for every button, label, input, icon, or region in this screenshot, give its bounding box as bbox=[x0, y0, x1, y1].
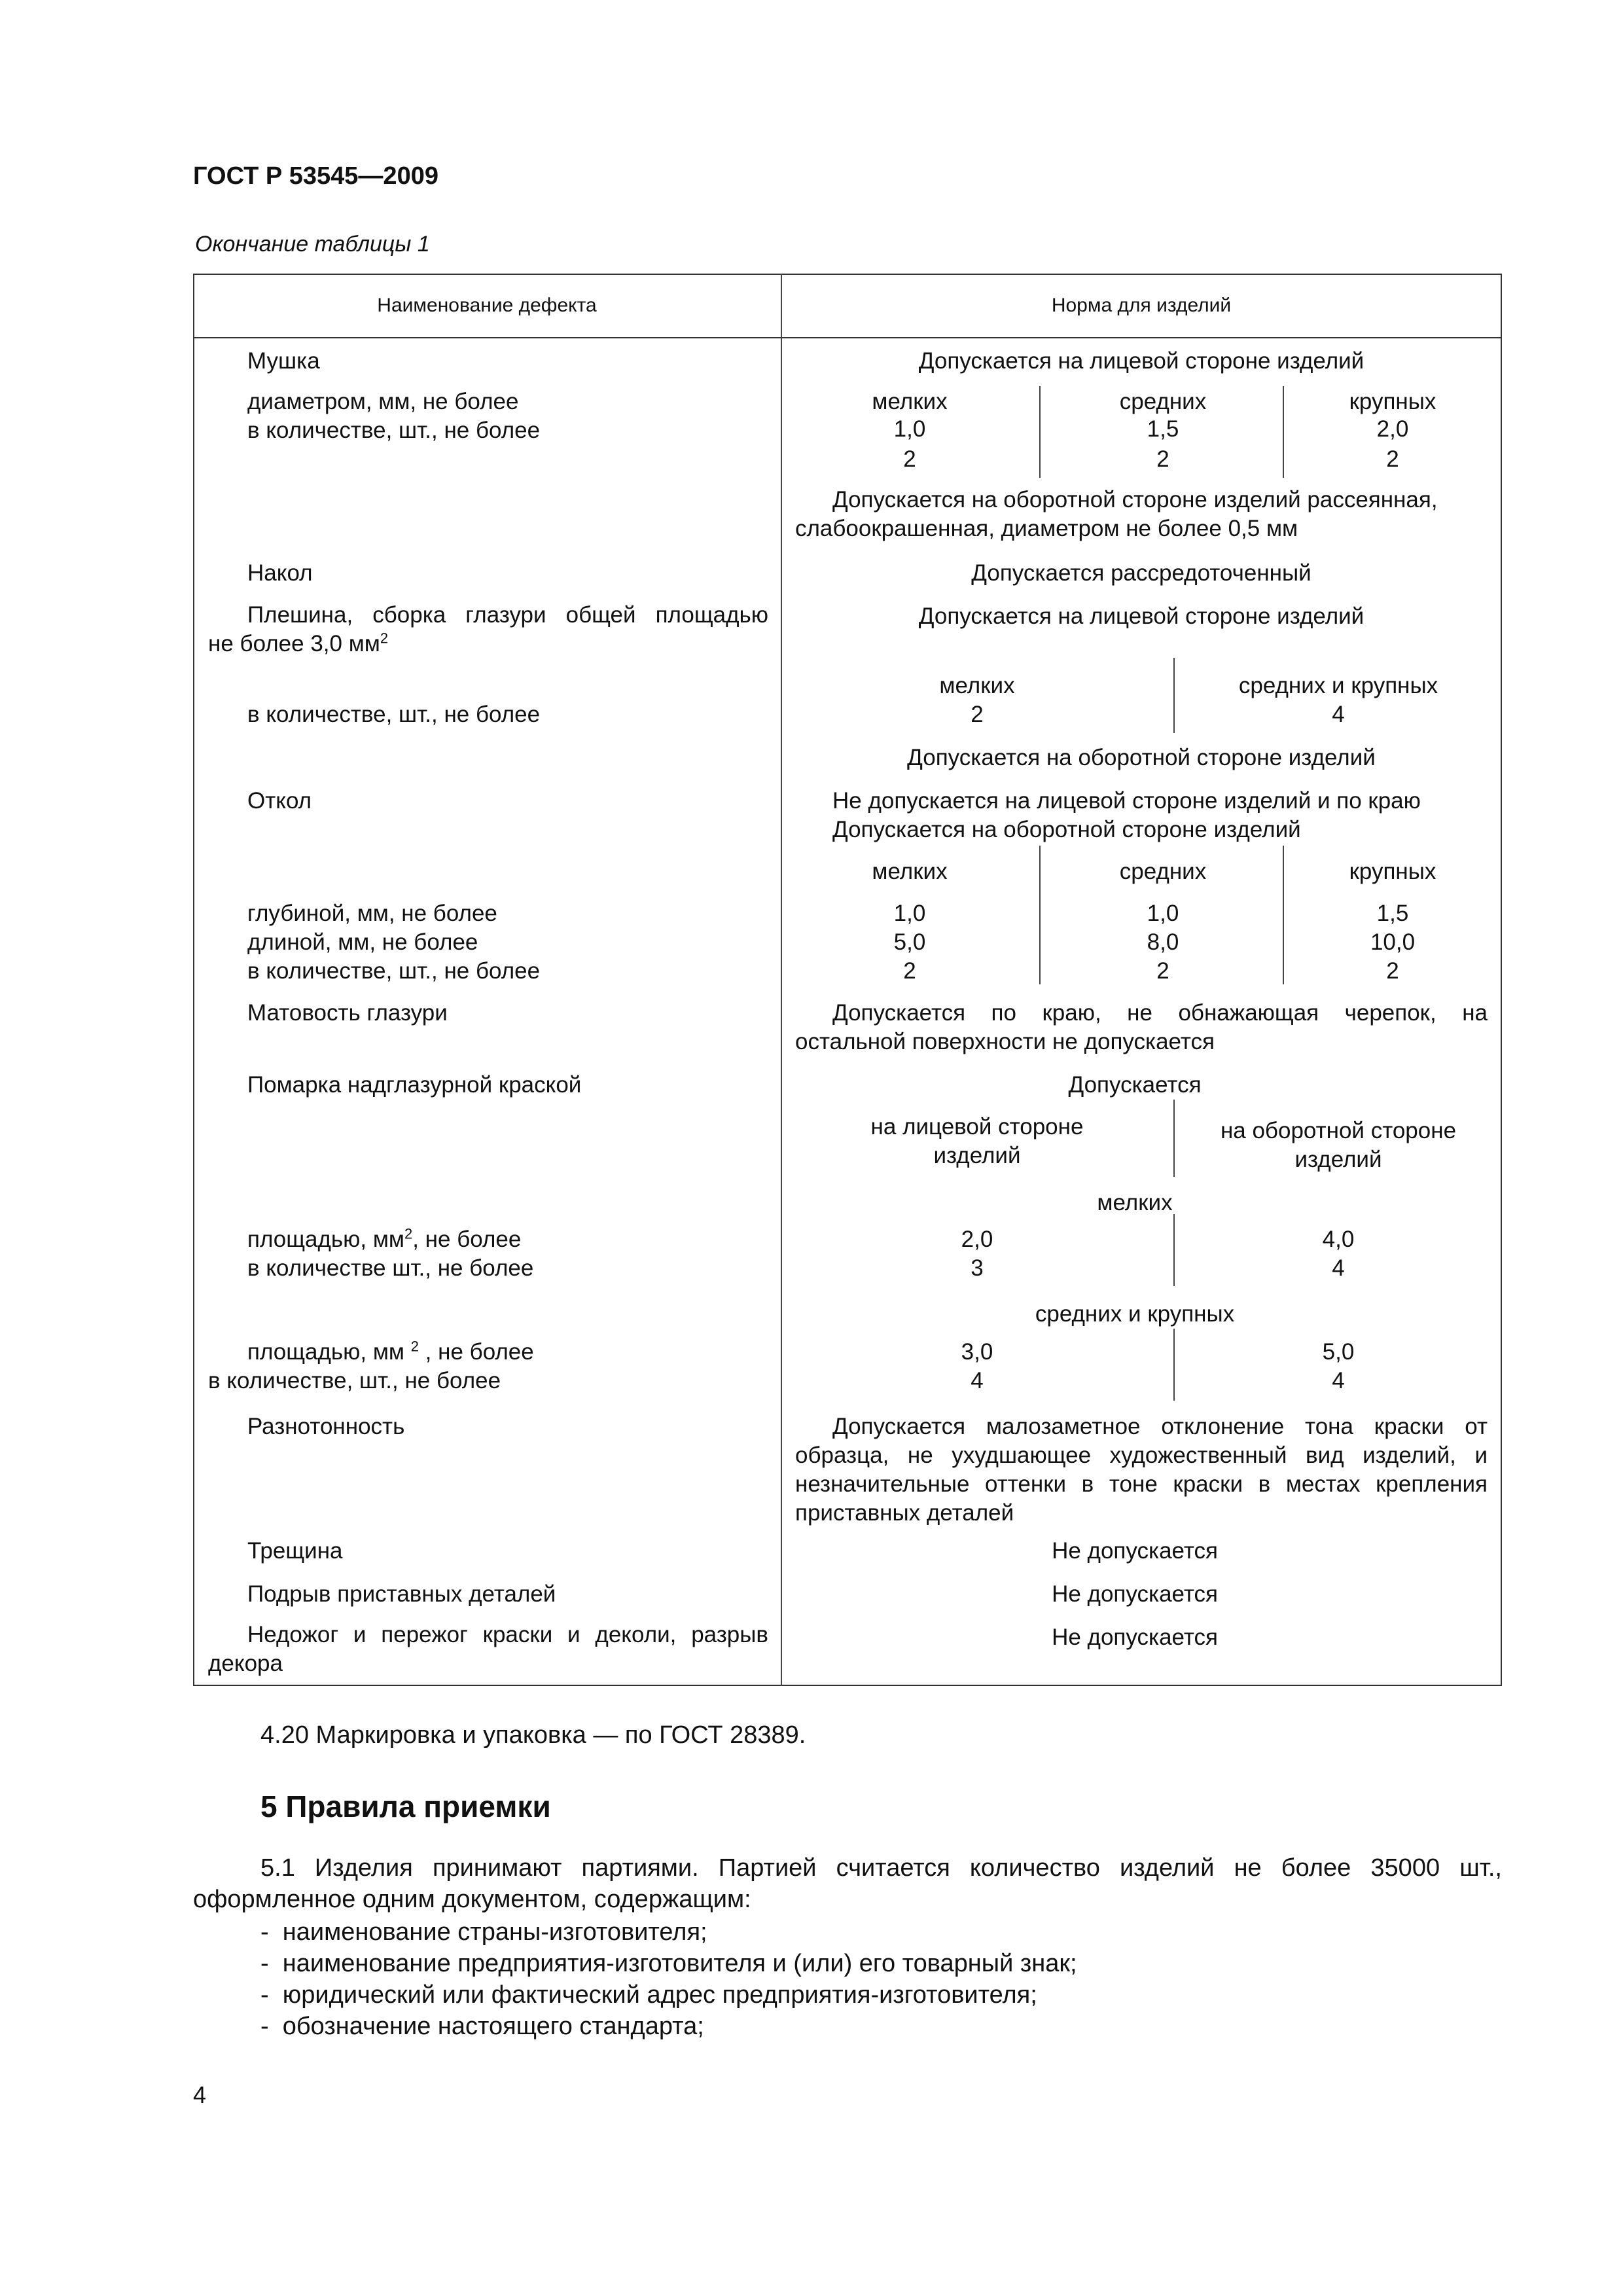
subcolumn-divider bbox=[1173, 1329, 1175, 1401]
subcolumn-divider bbox=[1283, 386, 1284, 478]
mushka-diam-medium: 1,5 bbox=[1147, 416, 1179, 442]
size-medium-large: средних и крупных bbox=[1238, 673, 1438, 698]
otkol-depth-small: 1,0 bbox=[893, 901, 926, 926]
pomarka-back-line1: на оборотной стороне bbox=[1220, 1118, 1457, 1143]
norm-mushka: Допускается на лицевой стороне изделий bbox=[918, 348, 1364, 374]
bullet-dash: - bbox=[260, 1950, 269, 1977]
norm-nedozhog: Не допускается bbox=[1052, 1624, 1218, 1650]
norm-nakol: Допускается рассредоточенный bbox=[971, 560, 1311, 586]
size-small: мелких bbox=[1097, 1190, 1173, 1215]
subcolumn-divider bbox=[1173, 1100, 1175, 1177]
label-pleshina-count: в количестве, шт., не более bbox=[247, 702, 541, 727]
subcolumn-divider bbox=[1039, 386, 1041, 478]
pleshina-count-small: 2 bbox=[971, 702, 984, 727]
pomarka-small-count-front: 3 bbox=[971, 1255, 984, 1281]
mushka-diam-small: 1,0 bbox=[893, 416, 926, 442]
norm-raznotonnost-line1: Допускается малозаметное отклонение тона краски от bbox=[832, 1414, 1488, 1439]
pomarka-large-count-front: 4 bbox=[971, 1368, 984, 1393]
otkol-length-large: 10,0 bbox=[1370, 929, 1416, 955]
norm-pomarka: Допускается bbox=[1068, 1072, 1202, 1098]
norm-pleshina: Допускается на лицевой стороне изделий bbox=[918, 603, 1364, 629]
label-mushka-diameter: диаметром, мм, не более bbox=[247, 389, 519, 414]
size-small: мелких bbox=[939, 673, 1015, 698]
norm-raznotonnost-line4: приставных деталей bbox=[795, 1500, 1014, 1526]
column-header-defect: Наименование дефекта bbox=[377, 295, 597, 316]
otkol-length-medium: 8,0 bbox=[1147, 929, 1179, 955]
pomarka-area-label-sup: 2 bbox=[404, 1225, 413, 1242]
otkol-depth-medium: 1,0 bbox=[1147, 901, 1179, 926]
label-pomarka-area-2 bbox=[247, 1338, 534, 1367]
pomarka-area-label-suffix: , не более bbox=[412, 1227, 522, 1252]
pomarka-back-line2: изделий bbox=[1294, 1147, 1382, 1172]
table-header-divider bbox=[193, 337, 1502, 338]
pomarka-small-area-front: 2,0 bbox=[961, 1227, 993, 1252]
label-mushka-count: в количестве, шт., не более bbox=[247, 418, 541, 443]
subcolumn-divider bbox=[1039, 846, 1041, 984]
paragraph-4-20: 4.20 Маркировка и упаковка — по ГОСТ 28389. bbox=[260, 1721, 806, 1749]
list-item bbox=[260, 1916, 707, 1948]
document-header: ГОСТ Р 53545—2009 bbox=[193, 162, 438, 190]
norm-otkol-line2: Допускается на оборотной стороне изделий bbox=[832, 817, 1301, 842]
size-small: мелких bbox=[872, 389, 948, 414]
pomarka-large-area-back: 5,0 bbox=[1322, 1339, 1355, 1365]
list-item bbox=[260, 2011, 704, 2042]
bullet-dash: - bbox=[260, 1918, 269, 1946]
otkol-count-large: 2 bbox=[1386, 958, 1399, 984]
otkol-count-medium: 2 bbox=[1156, 958, 1169, 984]
size-medium: средних bbox=[1119, 389, 1207, 414]
size-large: крупных bbox=[1349, 859, 1436, 884]
label-pomarka-area bbox=[247, 1225, 521, 1254]
subcolumn-divider bbox=[1173, 658, 1175, 733]
norm-raznotonnost-line2: образца, не ухудшающее художественный вид изделий, и bbox=[795, 1443, 1488, 1468]
subcolumn-divider bbox=[1173, 1214, 1175, 1286]
label-otkol-count: в количестве, шт., не более bbox=[247, 958, 541, 984]
pomarka-front-line2: изделий bbox=[933, 1143, 1021, 1168]
label-otkol-length: длиной, мм, не более bbox=[247, 929, 478, 955]
list-item-text: наименование страны-изготовителя; bbox=[282, 1918, 707, 1946]
subcolumn-divider bbox=[1283, 846, 1284, 984]
pomarka-small-count-back: 4 bbox=[1332, 1255, 1345, 1281]
pomarka-large-count-back: 4 bbox=[1332, 1368, 1345, 1393]
table-column-divider bbox=[781, 274, 782, 1686]
label-pomarka-count-large: в количестве, шт., не более bbox=[208, 1368, 501, 1393]
defect-name-pleshina-line2 bbox=[208, 630, 388, 658]
defect-name-raznotonnost: Разнотонность bbox=[247, 1414, 405, 1439]
norm-otkol-line1: Не допускается на лицевой стороне изделий и по краю bbox=[832, 788, 1421, 814]
pleshina-reverse-note: Допускается на оборотной стороне изделий bbox=[907, 745, 1376, 770]
list-item-text: юридический или фактический адрес предприятия-изготовителя; bbox=[282, 1981, 1037, 2009]
table-caption: Окончание таблицы 1 bbox=[195, 232, 430, 257]
pleshina-area-sup: 2 bbox=[380, 630, 389, 647]
norm-matovost-line1: Допускается по краю, не обнажающая черепок, на bbox=[832, 1000, 1488, 1026]
mushka-count-large: 2 bbox=[1386, 446, 1399, 472]
defect-name-matovost: Матовость глазури bbox=[247, 1000, 448, 1026]
pleshina-area-text: не более 3,0 мм bbox=[208, 631, 380, 656]
bullet-dash: - bbox=[260, 2013, 269, 2040]
otkol-count-small: 2 bbox=[903, 958, 916, 984]
norm-matovost-line2: остальной поверхности не допускается bbox=[795, 1029, 1215, 1054]
defect-name-nedozhog-line2: декора bbox=[208, 1651, 283, 1676]
size-large: крупных bbox=[1349, 389, 1436, 414]
defect-name-nedozhog-line1: Недожог и пережог краски и деколи, разрыв bbox=[247, 1622, 768, 1647]
defect-name-nakol: Накол bbox=[247, 560, 313, 586]
list-item bbox=[260, 1979, 1037, 2011]
norm-raznotonnost-line3: незначительные оттенки в тоне краски в местах крепления bbox=[795, 1471, 1488, 1497]
page-number: 4 bbox=[193, 2081, 207, 2108]
pleshina-count-medium-large: 4 bbox=[1332, 702, 1345, 727]
mushka-reverse-note-line2: слабоокрашенная, диаметром не более 0,5 мм bbox=[795, 516, 1298, 541]
defect-name-pleshina-line1: Плешина, сборка глазури общей площадью bbox=[247, 602, 768, 628]
pomarka-area2-label-text: площадью, мм bbox=[247, 1339, 411, 1365]
otkol-length-small: 5,0 bbox=[893, 929, 926, 955]
defect-name-treshchina: Трещина bbox=[247, 1538, 343, 1564]
mushka-count-small: 2 bbox=[903, 446, 916, 472]
pomarka-small-area-back: 4,0 bbox=[1322, 1227, 1355, 1252]
list-item-text: наименование предприятия-изготовителя и (или) его товарный знак; bbox=[282, 1950, 1077, 1977]
size-medium: средних bbox=[1119, 859, 1207, 884]
label-otkol-depth: глубиной, мм, не более bbox=[247, 901, 497, 926]
mushka-diam-large: 2,0 bbox=[1376, 416, 1409, 442]
norm-podryv: Не допускается bbox=[1052, 1581, 1218, 1607]
pomarka-area2-label-sup: 2 bbox=[410, 1338, 419, 1355]
list-item bbox=[260, 1948, 1077, 1979]
paragraph-5-1: 5.1 Изделия принимают партиями. Партией считается количество изделий не более 35000 шт., оформленное одним документом, содержащим: bbox=[193, 1854, 1502, 1913]
defect-name-mushka: Мушка bbox=[247, 348, 320, 374]
mushka-reverse-note-line1: Допускается на оборотной стороне изделий рассеянная, bbox=[832, 487, 1438, 512]
defect-name-pomarka: Помарка надглазурной краской bbox=[247, 1072, 582, 1098]
section-title: 5 Правила приемки bbox=[260, 1789, 551, 1823]
defect-name-otkol: Откол bbox=[247, 788, 312, 814]
label-pomarka-count-small: в количестве шт., не более bbox=[247, 1255, 534, 1281]
column-header-norm: Норма для изделий bbox=[1051, 295, 1232, 316]
bullet-dash: - bbox=[260, 1981, 269, 2009]
norm-treshchina: Не допускается bbox=[1052, 1538, 1218, 1564]
pomarka-front-line1: на лицевой стороне bbox=[870, 1114, 1084, 1139]
otkol-depth-large: 1,5 bbox=[1376, 901, 1409, 926]
pomarka-large-area-front: 3,0 bbox=[961, 1339, 993, 1365]
mushka-count-medium: 2 bbox=[1156, 446, 1169, 472]
size-medium-large: средних и крупных bbox=[1035, 1301, 1235, 1327]
list-item-text: обозначение настоящего стандарта; bbox=[282, 2013, 704, 2040]
size-small: мелких bbox=[872, 859, 948, 884]
pomarka-area-label-text: площадью, мм bbox=[247, 1227, 404, 1252]
pomarka-area2-label-suffix: , не более bbox=[418, 1339, 534, 1365]
defect-name-podryv: Подрыв приставных деталей bbox=[247, 1581, 556, 1607]
